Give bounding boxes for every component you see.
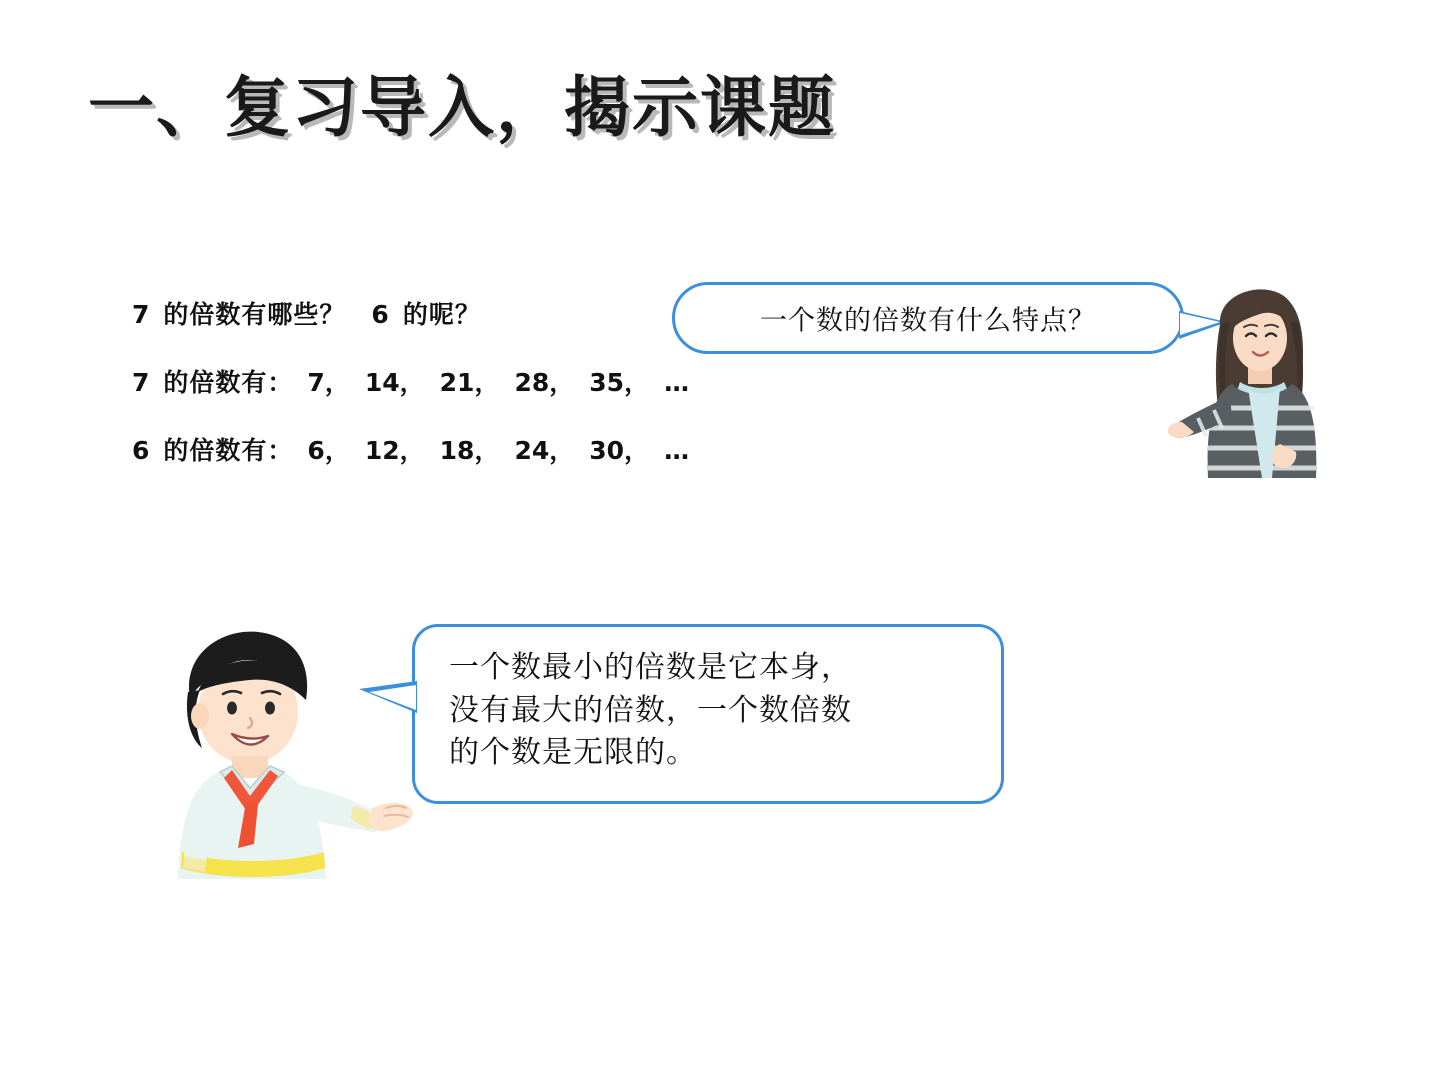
teacher-speech-text: 一个数的倍数有什么特点？ xyxy=(760,305,1096,337)
row7-value-0: 7 xyxy=(307,368,325,397)
student-speech-line-3: 的个数是无限的。 xyxy=(449,735,697,771)
row7-value-2: 21 xyxy=(439,368,475,397)
student-speech-line-1: 一个数最小的倍数是它本身， xyxy=(449,650,852,685)
row7-prefix: 7 xyxy=(132,368,150,397)
question-text-2: 的呢？ xyxy=(402,300,481,329)
multiples-of-6-line xyxy=(132,431,932,467)
row7-sep-0: ， xyxy=(324,368,351,397)
row7-value-4: 35 xyxy=(589,368,625,397)
question-number-6: 6 xyxy=(371,300,389,329)
boy-student-illustration xyxy=(158,620,428,910)
row6-sep-4: ， xyxy=(624,436,651,465)
row7-value-1: 14 xyxy=(364,368,400,397)
page-title: 一、复习导入，揭示课题 xyxy=(88,69,836,146)
student-speech-line-2: 没有最大的倍数，一个数倍数 xyxy=(449,692,852,728)
teacher-illustration xyxy=(1168,272,1368,502)
row6-value-4: 30 xyxy=(589,436,625,465)
teacher-speech-bubble xyxy=(672,282,1184,354)
row6-value-2: 18 xyxy=(439,436,475,465)
row7-sep-2: ， xyxy=(474,368,501,397)
row6-ellipsis: … xyxy=(664,436,691,465)
row7-label: 的倍数有： xyxy=(163,368,294,397)
question-text-1: 的倍数有哪些？ xyxy=(163,300,346,329)
multiples-of-7-line xyxy=(132,363,932,399)
row6-sep-2: ， xyxy=(474,436,501,465)
row6-sep-3: ， xyxy=(549,436,576,465)
row6-prefix: 6 xyxy=(132,436,150,465)
question-number-7: 7 xyxy=(132,300,150,329)
student-speech-bubble xyxy=(412,624,1004,804)
row6-sep-1: ， xyxy=(399,436,426,465)
row7-sep-1: ， xyxy=(399,368,426,397)
row6-value-0: 6 xyxy=(307,436,325,465)
row7-value-3: 28 xyxy=(514,368,550,397)
row6-label: 的倍数有： xyxy=(163,436,294,465)
row6-sep-0: ， xyxy=(324,436,351,465)
row7-ellipsis: … xyxy=(664,368,691,397)
row7-sep-3: ， xyxy=(549,368,576,397)
row6-value-3: 24 xyxy=(514,436,550,465)
row7-sep-4: ， xyxy=(624,368,651,397)
row6-value-1: 12 xyxy=(364,436,400,465)
